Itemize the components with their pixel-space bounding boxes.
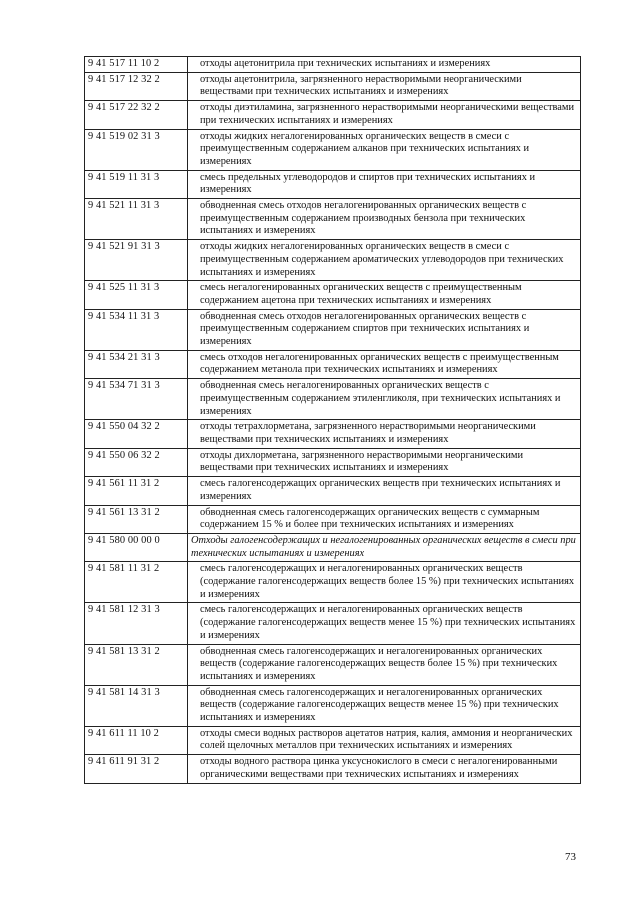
waste-code-cell: 9 41 561 13 31 2 (85, 505, 188, 533)
waste-name-cell: обводненная смесь галогенсодержащих органических веществ с суммарным содержанием 15 % и более при технических испытаниях и измерениях (188, 505, 581, 533)
waste-name-cell: отходы ацетонитрила, загрязненного нерастворимыми неорганическими веществами при технических испытаниях и измерениях (188, 72, 581, 100)
waste-code-cell: 9 41 517 22 32 2 (85, 101, 188, 129)
waste-name-cell: обводненная смесь отходов негалогенированных органических веществ с преимущественным содержанием спиртов при технических испытаниях и измерениях (188, 309, 581, 350)
waste-name-cell: отходы жидких негалогенированных органических веществ в смеси с преимущественным содержанием алканов при технических испытаниях и измерениях (188, 129, 581, 170)
waste-name-cell: смесь галогенсодержащих органических веществ при технических испытаниях и измерениях (188, 477, 581, 505)
table-row (85, 129, 581, 170)
waste-code-cell: 9 41 534 21 31 3 (85, 350, 188, 378)
waste-name-cell: отходы тетрахлорметана, загрязненного нерастворимыми неорганическими веществами при технических испытаниях и измерениях (188, 420, 581, 448)
table-body (85, 57, 581, 784)
table-row (85, 350, 581, 378)
waste-code-cell: 9 41 611 11 10 2 (85, 726, 188, 754)
waste-name-cell: смесь отходов негалогенированных органических веществ с преимущественным содержанием метанола при технических испытаниях и измерениях (188, 350, 581, 378)
document-page (84, 56, 580, 784)
waste-code-cell: 9 41 534 71 31 3 (85, 379, 188, 420)
table-row (85, 199, 581, 240)
waste-name-cell: отходы водного раствора цинка уксуснокислого в смеси с негалогенированными органическими веществами при технических испытаниях и измерениях (188, 755, 581, 783)
waste-code-cell: 9 41 550 06 32 2 (85, 448, 188, 476)
waste-code-cell: 9 41 581 12 31 3 (85, 603, 188, 644)
waste-name-cell: отходы диэтиламина, загрязненного нерастворимыми неорганическими веществами при технических испытаниях и измерениях (188, 101, 581, 129)
waste-name-cell: смесь негалогенированных органических веществ с преимущественным содержанием ацетона при технических испытаниях и измерениях (188, 281, 581, 309)
table-row (85, 644, 581, 685)
table-row (85, 72, 581, 100)
table-row (85, 101, 581, 129)
waste-code-cell: 9 41 519 02 31 3 (85, 129, 188, 170)
waste-code-cell: 9 41 581 11 31 2 (85, 562, 188, 603)
waste-code-cell: 9 41 519 11 31 3 (85, 170, 188, 198)
waste-name-cell: Отходы галогенсодержащих и негалогенированных органических веществ в смеси при технических испытаниях и измерениях (188, 533, 581, 561)
waste-name-cell: отходы дихлорметана, загрязненного нерастворимыми неорганическими веществами при технических испытаниях и измерениях (188, 448, 581, 476)
waste-code-cell: 9 41 581 13 31 2 (85, 644, 188, 685)
waste-name-cell: обводненная смесь галогенсодержащих и негалогенированных органических веществ (содержание галогенсодержащих веществ более 15 %) при технических испытаниях и измерениях (188, 644, 581, 685)
table-row (85, 379, 581, 420)
table-row (85, 685, 581, 726)
table-row (85, 755, 581, 783)
waste-name-cell: обводненная смесь галогенсодержащих и негалогенированных органических веществ (содержание галогенсодержащих веществ менее 15 %) при технических испытаниях и измерениях (188, 685, 581, 726)
waste-code-cell: 9 41 521 91 31 3 (85, 240, 188, 281)
waste-code-cell: 9 41 517 12 32 2 (85, 72, 188, 100)
waste-code-cell: 9 41 521 11 31 3 (85, 199, 188, 240)
waste-name-cell: отходы смеси водных растворов ацетатов натрия, калия, аммония и неорганических солей щелочных металлов при технических испытаниях и измерениях (188, 726, 581, 754)
page-number: 73 (565, 851, 576, 863)
table-row (85, 170, 581, 198)
waste-name-cell: обводненная смесь негалогенированных органических веществ с преимущественным содержанием этиленгликоля, при технических испытаниях и измерениях (188, 379, 581, 420)
table-row (85, 603, 581, 644)
table-row (85, 477, 581, 505)
waste-name-cell: отходы ацетонитрила при технических испытаниях и измерениях (188, 57, 581, 73)
table-row (85, 281, 581, 309)
table-row (85, 420, 581, 448)
table-row (85, 57, 581, 73)
table-group-row (85, 533, 581, 561)
waste-code-cell: 9 41 581 14 31 3 (85, 685, 188, 726)
table-row (85, 562, 581, 603)
waste-name-cell: смесь галогенсодержащих и негалогенированных органических веществ (содержание галогенсодержащих веществ более 15 %) при технических испытаниях и измерениях (188, 562, 581, 603)
waste-code-cell: 9 41 611 91 31 2 (85, 755, 188, 783)
waste-name-cell: смесь галогенсодержащих и негалогенированных органических веществ (содержание галогенсодержащих веществ менее 15 %) при технических испытаниях и измерениях (188, 603, 581, 644)
waste-code-cell: 9 41 580 00 00 0 (85, 533, 188, 561)
waste-code-cell: 9 41 517 11 10 2 (85, 57, 188, 73)
table-row (85, 448, 581, 476)
waste-name-cell: смесь предельных углеводородов и спиртов при технических испытаниях и измерениях (188, 170, 581, 198)
table-row (85, 726, 581, 754)
table-row (85, 240, 581, 281)
waste-code-cell: 9 41 561 11 31 2 (85, 477, 188, 505)
table-row (85, 309, 581, 350)
waste-code-table (84, 56, 581, 784)
waste-code-cell: 9 41 534 11 31 3 (85, 309, 188, 350)
table-row (85, 505, 581, 533)
waste-code-cell: 9 41 525 11 31 3 (85, 281, 188, 309)
waste-code-cell: 9 41 550 04 32 2 (85, 420, 188, 448)
waste-name-cell: обводненная смесь отходов негалогенированных органических веществ с преимущественным содержанием производных бензола при технических испытаниях и измерениях (188, 199, 581, 240)
waste-name-cell: отходы жидких негалогенированных органических веществ в смеси с преимущественным содержанием ароматических углеводородов при технических испытаниях и измерениях (188, 240, 581, 281)
